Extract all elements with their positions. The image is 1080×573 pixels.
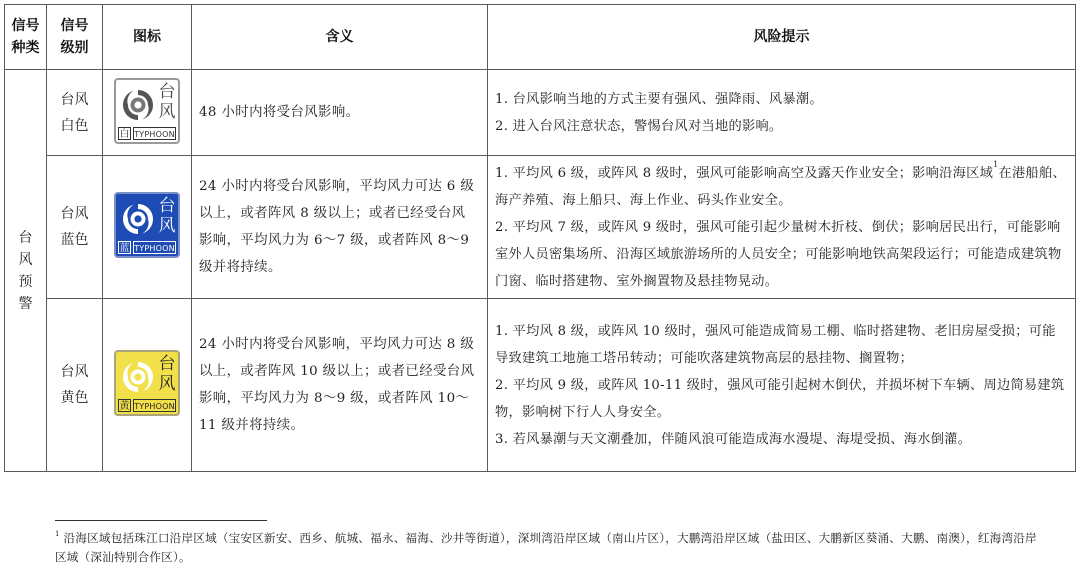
typhoon-blue-icon: 台 风 蓝 TYPHOON (114, 192, 180, 258)
typhoon-swirl-icon (119, 200, 157, 238)
header-signal-level: 信号 级别 (47, 5, 103, 70)
table-header-row (5, 5, 1076, 70)
level-cell-yellow: 台风 黄色 (47, 299, 103, 472)
table-row-blue (5, 156, 1076, 299)
meaning-cell-yellow: 24 小时内将受台风影响，平均风力可达 8 级以上，或者阵风 10 级以上；或者已经受台风影响，平均风力为 8～9 级，或者阵风 10～11 级并将持续。 (192, 299, 488, 472)
typhoon-swirl-icon (119, 358, 157, 396)
risk-item: 2. 平均风 7 级，或阵风 9 级时，强风可能引起少量树木折枝、倒伏；影响居民出行，可能影响室外人员密集场所、沿海区域旅游场所的人员安全；可能影响地铁高架段运行；可能造成建筑物门窗、临时搭建物、室外搁置物及悬挂物晃动。 (495, 219, 1062, 289)
risk-cell-yellow (488, 299, 1076, 472)
badge-title: 台 风 (158, 81, 176, 122)
header-signal-kind: 信号 种类 (5, 5, 47, 70)
badge-title: 台 风 (158, 196, 176, 236)
footnote-divider (55, 520, 267, 521)
footnote: $^1$ 沿海区域包括珠江口沿岸区域（宝安区新安、西乡、航城、福永、福海、沙井等街道），深圳湾沿岸区域（南山片区），大鹏湾沿岸区域（盐田区、大鹏新区葵涌、大鹏、南澳），红海湾沿岸区域（深汕特别合作区）。 (55, 530, 1037, 564)
level-cell-white: 台风 白色 (47, 70, 103, 156)
risk-cell-blue (488, 156, 1076, 299)
typhoon-white-icon: 台 风 白 TYPHOON (114, 78, 180, 144)
table-row-white (5, 70, 1076, 156)
signal-kind-cell: 台 风 预 警 (5, 70, 47, 472)
risk-item: 1. 平均风 6 级，或阵风 8 级时，强风可能影响高空及露天作业安全；影响沿海区域$^1$在港船舶、海产养殖、海上船只、海上作业、码头作业安全。 (495, 159, 1066, 208)
header-risk-tips: 风险提示 (488, 5, 1076, 70)
header-icon: 图标 (103, 5, 192, 70)
icon-cell-white (103, 70, 192, 156)
badge-title: 台 风 (158, 354, 176, 394)
risk-item: 2. 平均风 9 级，或阵风 10-11 级时，强风可能引起树木倒伏，并损坏树下车辆、周边简易建筑物，影响树下行人人身安全。 (495, 377, 1065, 420)
typhoon-yellow-icon: 台 风 黄 TYPHOON (114, 350, 180, 416)
level-cell-blue: 台风 蓝色 (47, 156, 103, 299)
risk-cell-white: 1. 台风影响当地的方式主要有强风、强降雨、风暴潮。 2. 进入台风注意状态，警惕台风对当地的影响。 (488, 70, 1076, 156)
icon-cell-blue (103, 156, 192, 299)
risk-item: 3. 若风暴潮与天文潮叠加，伴随风浪可能造成海水漫堤、海堤受损、海水倒灌。 (495, 431, 972, 447)
typhoon-warning-table (4, 4, 1076, 472)
icon-cell-yellow (103, 299, 192, 472)
header-meaning: 含义 (192, 5, 488, 70)
meaning-cell-white: 48 小时内将受台风影响。 (192, 70, 488, 156)
meaning-cell-blue: 24 小时内将受台风影响，平均风力可达 6 级以上，或者阵风 8 级以上；或者已经受台风影响，平均风力为 6～7 级，或者阵风 8～9 级并将持续。 (192, 156, 488, 299)
typhoon-swirl-icon (119, 86, 157, 124)
footnote-ref[interactable]: 1 (993, 159, 999, 169)
table-row-yellow (5, 299, 1076, 472)
risk-item: 1. 平均风 8 级，或阵风 10 级时，强风可能造成简易工棚、临时搭建物、老旧房屋受损；可能导致建筑工地施工塔吊转动；可能吹落建筑物高层的悬挂物、搁置物； (495, 323, 1056, 366)
